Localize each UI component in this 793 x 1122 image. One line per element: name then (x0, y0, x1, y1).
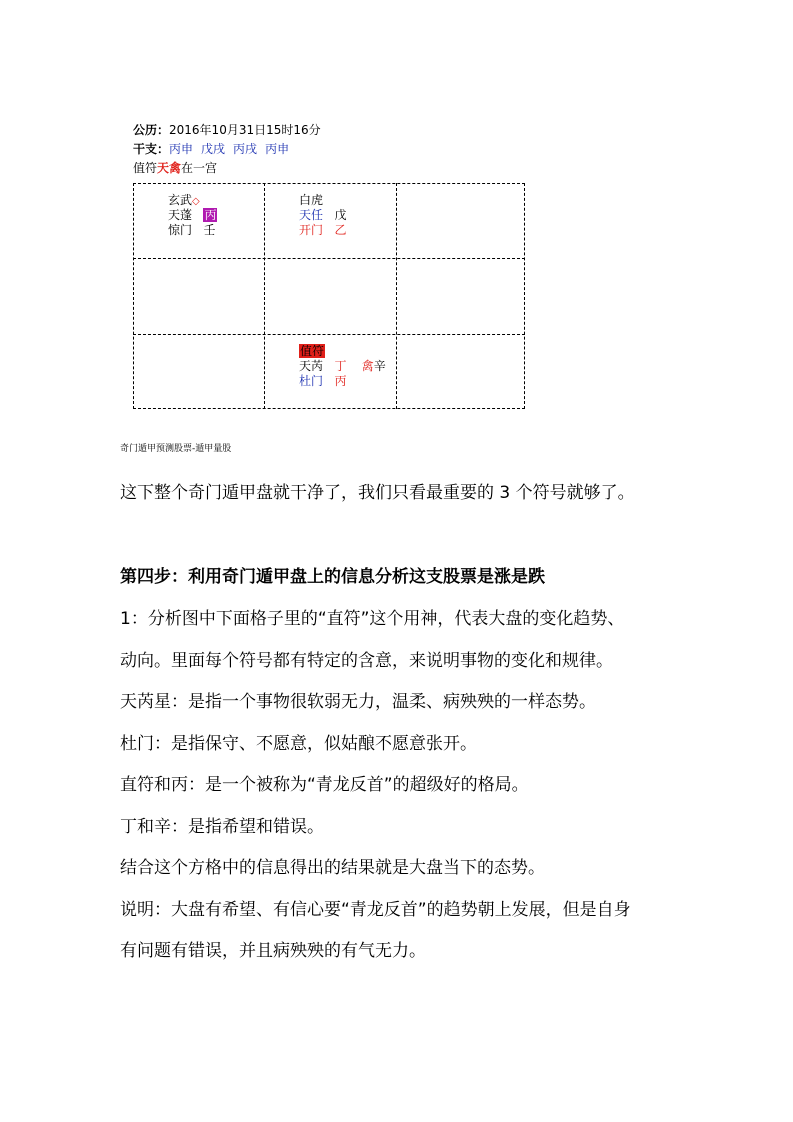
gongli-label: 公历： (133, 123, 170, 137)
paragraph-intro: 这下整个奇门遁甲盘就干净了，我们只看最重要的 3 个符号就够了。 (120, 483, 635, 503)
paragraph: 直符和丙：是一个被称为“青龙反首”的超级好的格局。 (120, 775, 529, 795)
star-stem: 戊 (334, 208, 347, 222)
grid-line (133, 258, 525, 259)
extra-stem: 辛 (373, 359, 386, 373)
ganzhi-year: 丙申 (169, 142, 194, 156)
paragraph: 有问题有错误，并且病殃殃的有气无力。 (120, 941, 426, 961)
paragraph: 结合这个方格中的信息得出的结果就是大盘当下的态势。 (120, 858, 545, 878)
paragraph: 说明：大盘有希望、有信心要“青龙反首”的趋势朝上发展，但是自身 (120, 900, 631, 920)
paragraph: 动向。里面每个符号都有特定的含意，来说明事物的变化和规律。 (120, 651, 613, 671)
star-label: 天任 (299, 208, 324, 222)
grid-line (396, 183, 397, 409)
gongli-value: 2016年10月31日15时16分 (169, 123, 321, 137)
grid-line (133, 183, 525, 184)
zhifu-star: 天禽 (157, 161, 182, 175)
gate-label: 杜门 (299, 374, 324, 388)
extra-star: 禽 (361, 359, 374, 373)
diamond-icon: ◇ (192, 196, 200, 207)
grid-line (133, 183, 134, 409)
zhifu-post: 在一宫 (181, 161, 218, 175)
ganzhi-day: 丙戌 (233, 142, 258, 156)
zhifu-pre: 值符 (133, 161, 158, 175)
grid-line (264, 183, 265, 409)
zhifu-highlight: 值符 (300, 344, 325, 358)
gate-label: 开门 (299, 223, 324, 237)
grid-line (133, 408, 525, 409)
gate-stem: 乙 (334, 223, 347, 237)
stem-highlight: 丙 (204, 208, 217, 222)
zhifu-line (133, 161, 217, 176)
section-heading: 第四步：利用奇门遁甲盘上的信息分析这支股票是涨是跌 (120, 567, 545, 587)
star-label: 天蓬 (168, 208, 193, 222)
ganzhi-label: 干支： (133, 142, 170, 156)
gregorian-date-line (133, 123, 321, 138)
god-label: 白虎 (299, 193, 324, 207)
grid-line (524, 183, 525, 409)
gate-stem: 丙 (334, 374, 347, 388)
ganzhi-line (133, 142, 297, 157)
star-stem: 丁 (334, 359, 347, 373)
grid-line (133, 334, 525, 335)
gate-label: 惊门 (168, 223, 193, 237)
gate-stem: 壬 (203, 223, 216, 237)
paragraph: 丁和辛：是指希望和错误。 (120, 817, 324, 837)
star-label: 天芮 (299, 359, 324, 373)
ganzhi-hour: 丙申 (265, 142, 290, 156)
paragraph: 杜门：是指保守、不愿意，似姑酿不愿意张开。 (120, 734, 477, 754)
figure-caption: 奇门遁甲预测股票-遁甲量股 (120, 444, 232, 454)
paragraph: 天芮星：是指一个事物很软弱无力，温柔、病殃殃的一样态势。 (120, 692, 596, 712)
palace-top-middle (299, 193, 346, 238)
palace-bottom-middle (299, 344, 386, 389)
palace-top-left (168, 193, 217, 238)
ganzhi-month: 戊戌 (201, 142, 226, 156)
god-label: 玄武 (168, 193, 193, 207)
qimen-board (133, 183, 525, 409)
paragraph: 1：分析图中下面格子里的“直符”这个用神，代表大盘的变化趋势、 (120, 609, 625, 629)
